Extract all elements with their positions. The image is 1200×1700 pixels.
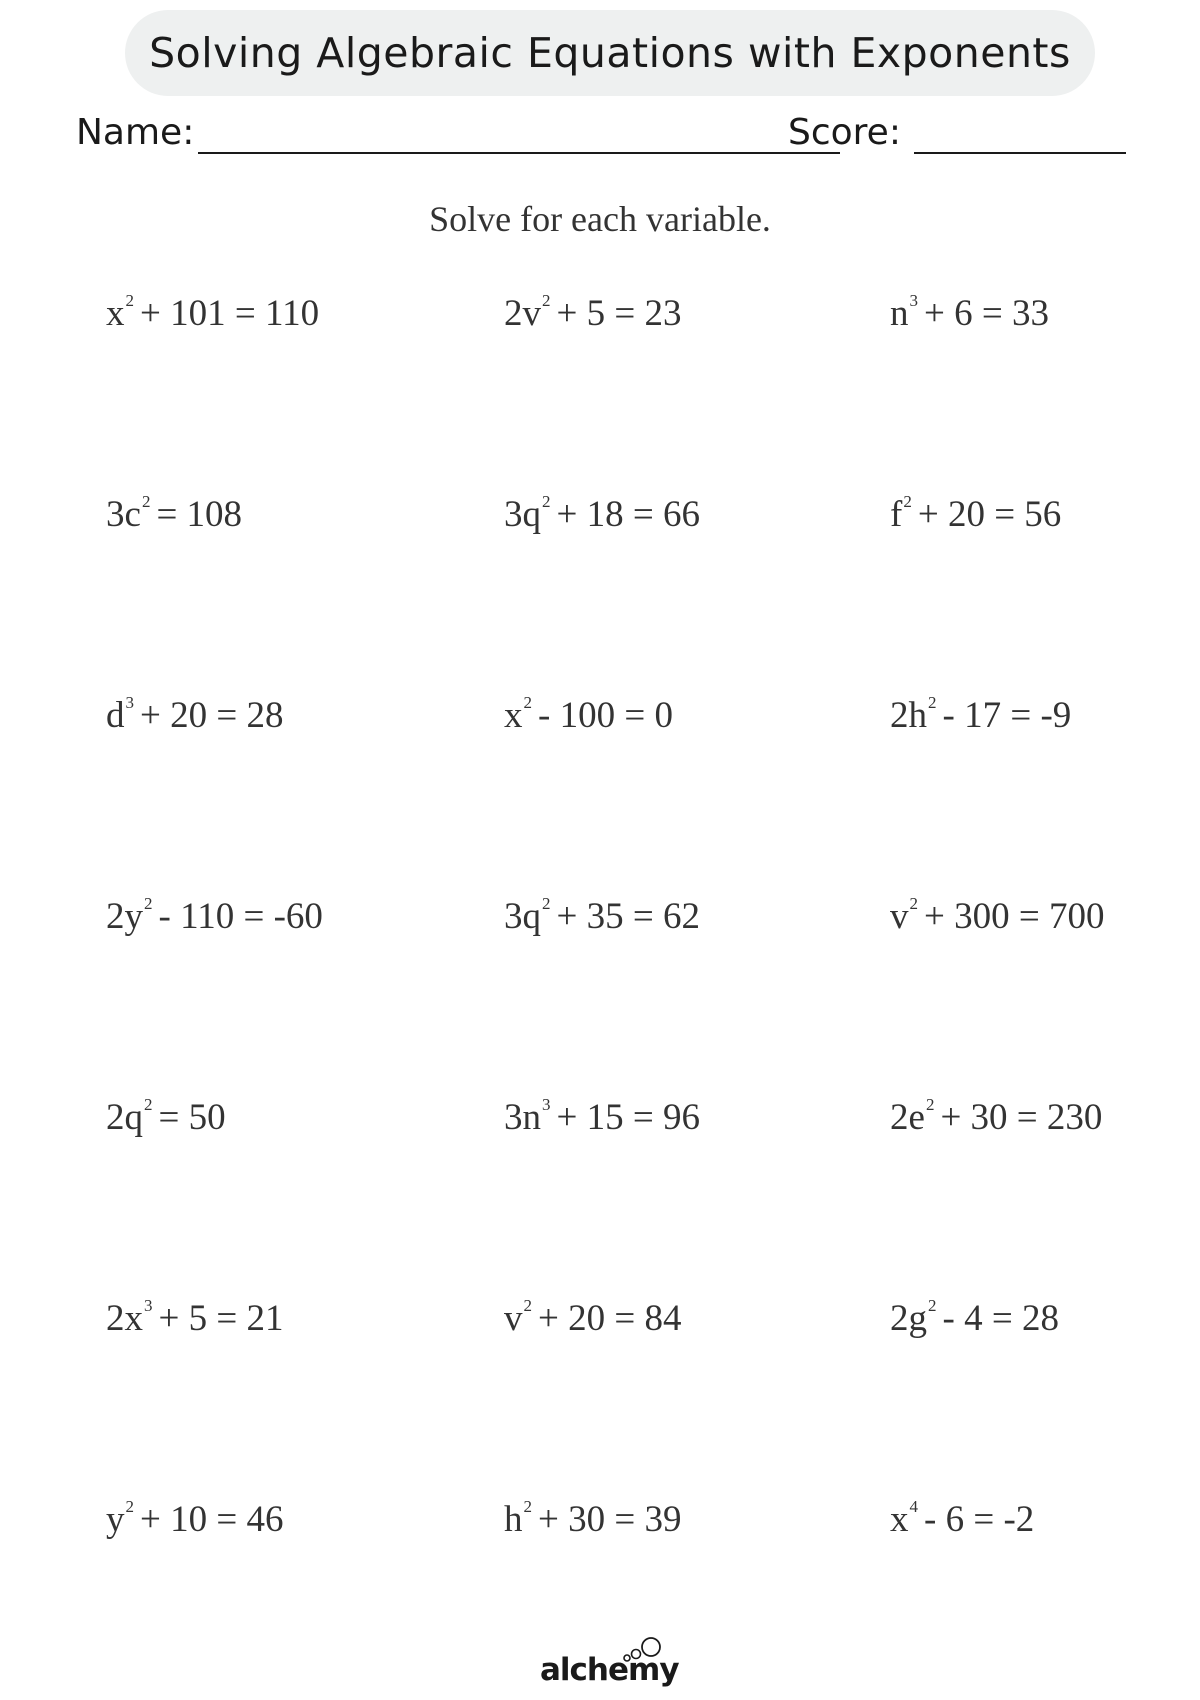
equation-row xyxy=(0,664,1200,865)
name-score-row xyxy=(76,108,1136,158)
equation-lead: 2e xyxy=(890,1097,925,1138)
equation-lead: 3q xyxy=(504,896,541,937)
equation-row xyxy=(0,262,1200,463)
name-blank-line[interactable] xyxy=(198,152,840,154)
equation-tail: + 20 = 28 xyxy=(140,695,284,736)
score-label: Score: xyxy=(788,112,901,153)
equation-tail: + 6 = 33 xyxy=(924,293,1049,334)
equation-exponent: 2 xyxy=(925,1094,935,1114)
equation-lead: f xyxy=(890,494,903,535)
name-label: Name: xyxy=(76,112,195,153)
equation-lead: y xyxy=(106,1499,125,1540)
alchemy-logo xyxy=(540,1636,679,1690)
equation-exponent: 3 xyxy=(144,1295,153,1315)
equation-lead: 2v xyxy=(504,293,541,334)
equation xyxy=(504,895,700,938)
equation-tail: = 108 xyxy=(156,494,243,535)
equation xyxy=(890,1297,1059,1340)
equation-tail: + 101 = 110 xyxy=(140,293,320,334)
title-banner xyxy=(125,10,1095,96)
equation-grid xyxy=(0,262,1200,1669)
equation-row xyxy=(0,463,1200,664)
equation xyxy=(890,1096,1102,1139)
equation-exponent: 2 xyxy=(523,1496,532,1516)
equation-tail: + 20 = 56 xyxy=(917,494,1062,535)
equation-row xyxy=(0,865,1200,1066)
equation-row xyxy=(0,1066,1200,1267)
equation-tail: - 110 = -60 xyxy=(158,896,323,937)
equation-exponent: 2 xyxy=(141,491,151,511)
equation-lead: 2y xyxy=(106,896,143,937)
bubbles-icon xyxy=(620,1636,670,1666)
equation xyxy=(106,493,242,536)
equation xyxy=(106,292,319,335)
equation xyxy=(106,1498,283,1541)
equation xyxy=(504,1297,681,1340)
score-blank-line[interactable] xyxy=(914,152,1126,154)
equation xyxy=(890,895,1104,938)
equation-lead: h xyxy=(504,1499,523,1540)
equation-lead: 2h xyxy=(890,695,927,736)
equation-lead: 3n xyxy=(504,1097,541,1138)
equation-tail: - 4 = 28 xyxy=(942,1298,1059,1339)
equation-tail: + 10 = 46 xyxy=(140,1499,284,1540)
equation-tail: + 20 = 84 xyxy=(538,1298,682,1339)
equation xyxy=(504,1498,681,1541)
equation xyxy=(106,1096,226,1139)
equation-lead: x xyxy=(106,293,125,334)
equation xyxy=(890,292,1049,335)
equation-exponent: 2 xyxy=(523,1295,532,1315)
equation-lead: x xyxy=(504,695,523,736)
equation xyxy=(106,694,283,737)
equation-lead: x xyxy=(890,1499,909,1540)
equation-exponent: 2 xyxy=(928,692,937,712)
equation-tail: + 18 = 66 xyxy=(556,494,700,535)
equation-tail: = 50 xyxy=(158,1097,226,1138)
equation-lead: d xyxy=(106,695,125,736)
equation-exponent: 2 xyxy=(542,491,551,511)
equation-exponent: 2 xyxy=(125,1496,134,1516)
equation-tail: + 35 = 62 xyxy=(556,896,700,937)
equation-exponent: 2 xyxy=(144,893,153,913)
equation-tail: - 100 = 0 xyxy=(538,695,673,736)
equation-tail: + 5 = 21 xyxy=(158,1298,284,1339)
equation-exponent: 2 xyxy=(542,290,551,310)
equation-tail: + 15 = 96 xyxy=(556,1097,700,1138)
equation xyxy=(504,694,673,737)
equation-exponent: 2 xyxy=(542,893,551,913)
equation-lead: 2x xyxy=(106,1298,143,1339)
equation-exponent: 3 xyxy=(125,692,134,712)
page-title: Solving Algebraic Equations with Exponents xyxy=(149,29,1071,77)
equation-lead: 3q xyxy=(504,494,541,535)
equation-exponent: 2 xyxy=(909,893,918,913)
equation-lead: n xyxy=(890,293,909,334)
equation-lead: v xyxy=(504,1298,523,1339)
equation-lead: v xyxy=(890,896,909,937)
equation xyxy=(106,1297,283,1340)
equation xyxy=(890,694,1071,737)
equation-tail: - 6 = -2 xyxy=(924,1499,1035,1540)
equation-tail: + 300 = 700 xyxy=(924,896,1105,937)
equation-exponent: 2 xyxy=(523,692,532,712)
equation xyxy=(890,1498,1034,1541)
equation-lead: 2g xyxy=(890,1298,927,1339)
equation xyxy=(504,1096,700,1139)
equation-exponent: 2 xyxy=(125,290,134,310)
equation-tail: + 30 = 39 xyxy=(538,1499,682,1540)
equation-exponent: 3 xyxy=(909,290,918,310)
equation-exponent: 2 xyxy=(928,1295,937,1315)
equation-tail: - 17 = -9 xyxy=(942,695,1072,736)
equation xyxy=(504,292,681,335)
equation-tail: + 5 = 23 xyxy=(556,293,682,334)
equation-tail: + 30 = 230 xyxy=(940,1097,1103,1138)
equation-exponent: 4 xyxy=(909,1496,918,1516)
equation xyxy=(504,493,700,536)
equation-exponent: 2 xyxy=(144,1094,153,1114)
equation-exponent: 2 xyxy=(903,491,912,511)
equation-lead: 2q xyxy=(106,1097,143,1138)
equation-exponent: 3 xyxy=(542,1094,551,1114)
equation xyxy=(106,895,323,938)
equation-row xyxy=(0,1267,1200,1468)
logo-text: alchemy xyxy=(540,1652,679,1688)
equation-lead: 3c xyxy=(106,494,141,535)
instructions: Solve for each variable. xyxy=(429,199,771,239)
equation xyxy=(890,493,1061,536)
